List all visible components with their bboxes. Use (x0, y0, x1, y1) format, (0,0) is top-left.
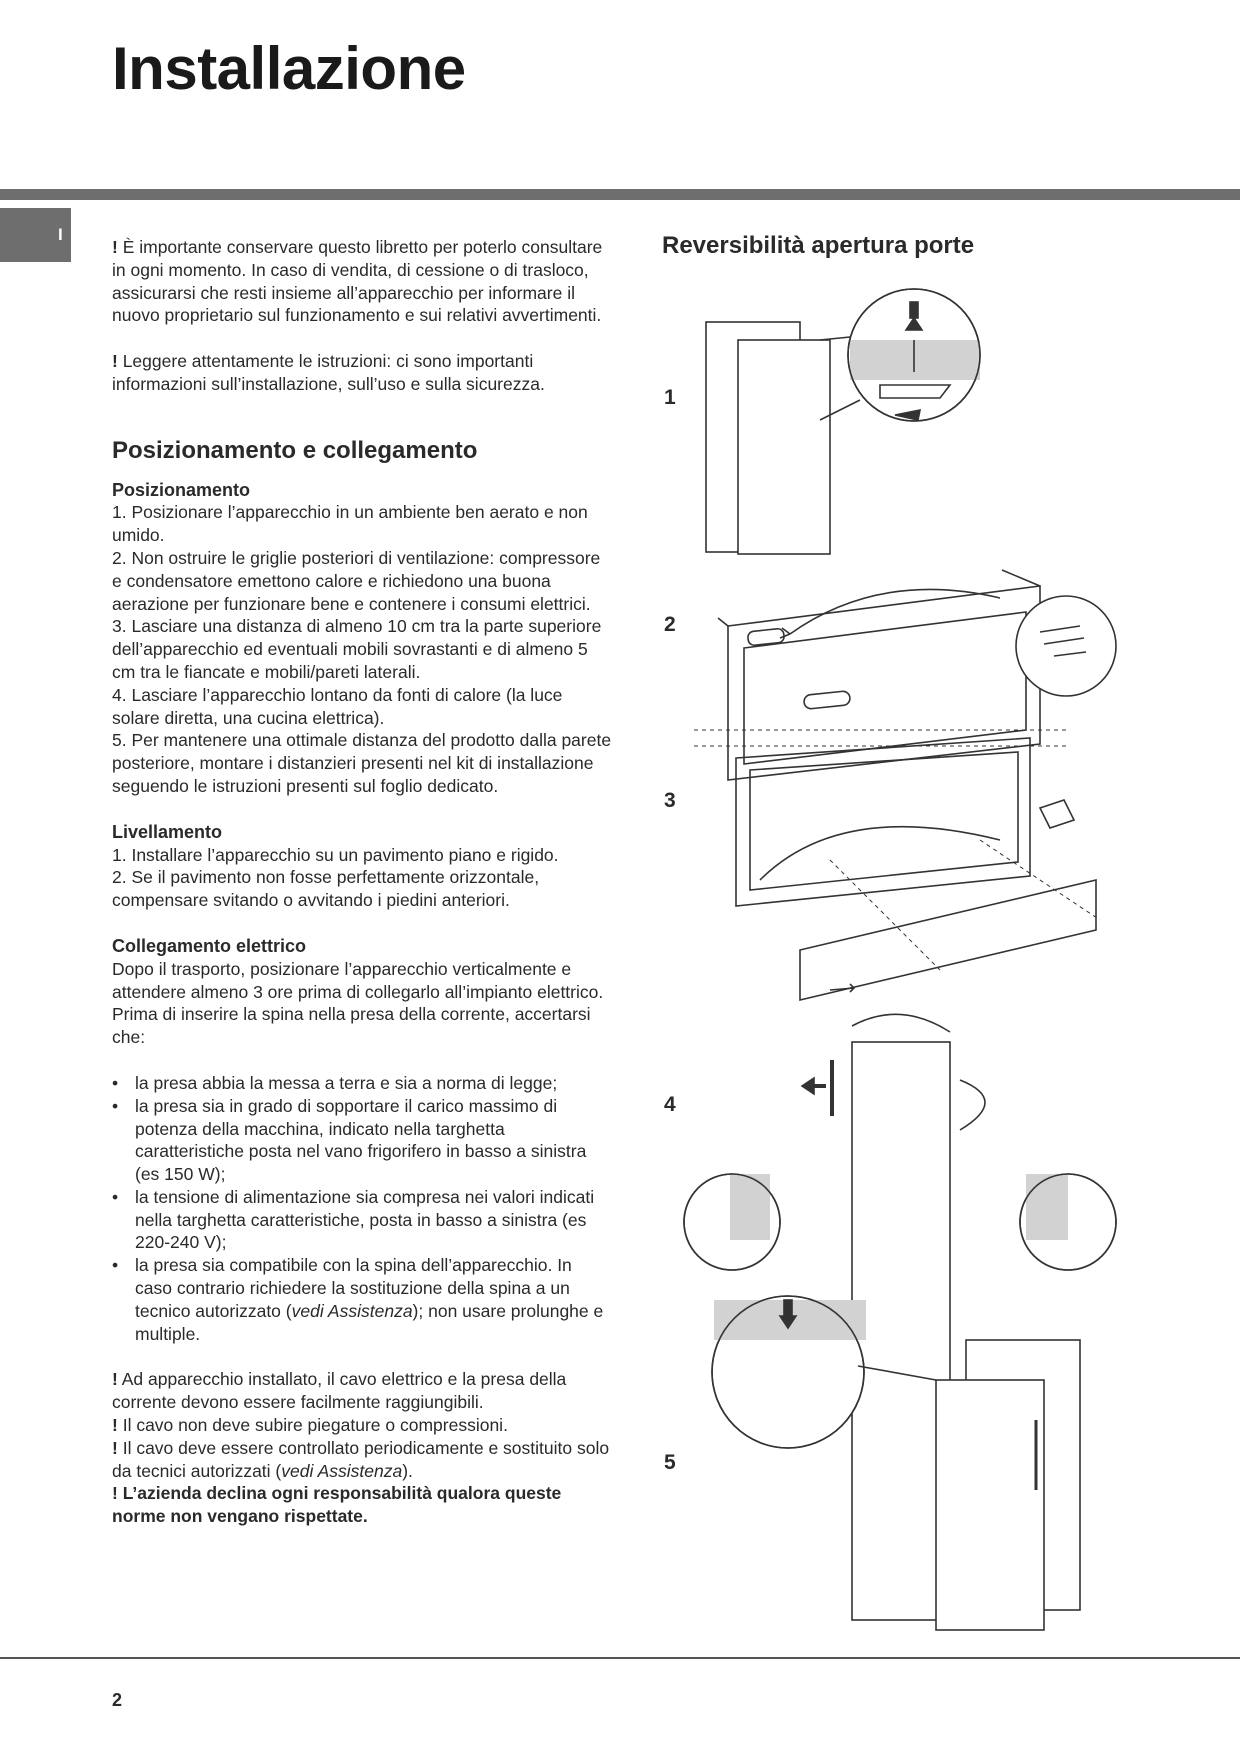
step-number-5: 5 (664, 1451, 676, 1474)
warning-mark: ! (112, 237, 118, 257)
intro-text-2: Leggere attentamente le istruzioni: ci sono importanti informazioni sull’installazione, sull’uso e sulla sicurezza. (112, 351, 545, 394)
section-heading-positioning: Posizionamento e collegamento (112, 436, 478, 464)
subheading-posizionamento: Posizionamento (112, 479, 251, 500)
left-column (112, 236, 612, 1528)
language-tab-label: I (58, 225, 63, 244)
intro-text-1: È importante conservare questo libretto per poterlo consultare in ogni momento. In caso di vendita, di cessione o di trasloco, assicurarsi che resti insieme all’apparecchio per informare il nuovo proprietario sul funzionamento e sui relativi avvertimenti. (112, 237, 603, 326)
positioning-item: 1. Posizionare l’apparecchio in un ambiente ben aerato e non umido. (112, 502, 588, 546)
reversal-title: Reversibilità apertura porte (662, 232, 975, 259)
step-number-3: 3 (664, 789, 676, 812)
page-title: Installazione (112, 35, 466, 102)
step-4-handle-illustration (684, 1014, 1116, 1620)
subheading-livellamento: Livellamento (112, 821, 223, 842)
positioning-item: 3. Lasciare una distanza di almeno 10 cm tra la parte superiore dell’apparecchio ed eventuali mobili sovrastanti e di almeno 5 cm tra le fiancate e mobili/pareti laterali. (112, 616, 602, 682)
warning-1: ! Ad apparecchio installato, il cavo elettrico e la presa della corrente devono essere facilmente raggiungibili. (112, 1369, 567, 1413)
page-number: 2 (112, 1690, 123, 1710)
warning-4: ! L’azienda declina ogni responsabilità qualora queste norme non vengano rispettate. (112, 1483, 562, 1527)
positioning-item: 2. Non ostruire le griglie posteriori di ventilazione: compressore e condensatore emettono calore e richiedono una buona aerazione per funzionare bene e contenere i consumi elettrici. (112, 547, 601, 614)
list-item: • la tensione di alimentazione sia compresa nei valori indicati nella targhetta caratteristiche, posta in basso a sinistra (es 220-240 V); (112, 1186, 595, 1253)
header-rule (0, 189, 1240, 200)
positioning-item: 5. Per mantenere una ottimale distanza del prodotto dalla parete posteriore, montare i distanzieri presenti nel kit di installazione seguendo le istruzioni presenti sul foglio dedicato. (112, 730, 612, 796)
leveling-item: 2. Se il pavimento non fosse perfettamente orizzontale, compensare svitando o avvitando i piedini anteriori. (112, 867, 540, 911)
step-5-refit-illustration (712, 1296, 1080, 1630)
warning-3: ! Il cavo deve essere controllato periodicamente e sostituito solo da tecnici autorizzati (vedi Assistenza). (112, 1437, 610, 1481)
warning-2: ! Il cavo non deve subire piegature o compressioni. (112, 1415, 508, 1436)
list-item: • la presa sia in grado di sopportare il carico massimo di potenza della macchina, indicato nella targhetta caratteristiche posta nel vano frigorifero in basso a sinistra (es 150 W); (112, 1095, 587, 1185)
positioning-item: 4. Lasciare l’apparecchio lontano da fonti di calore (la luce solare diretta, una cucina elettrica). (112, 684, 563, 728)
warning-mark: ! (112, 351, 118, 372)
footer-rule (0, 1657, 1240, 1659)
leveling-item: 1. Installare l’apparecchio su un pavimento piano e rigido. (112, 844, 559, 865)
intro-paragraph-1 (112, 236, 612, 327)
step-2-3-cabinet-illustration (694, 570, 1116, 1000)
step-number-2: 2 (664, 613, 676, 636)
language-tab (0, 208, 71, 262)
step-1-door-illustration (706, 289, 980, 554)
intro-paragraph-2 (112, 350, 612, 396)
subheading-collegamento: Collegamento elettrico (112, 935, 307, 956)
electrical-checklist (112, 1072, 612, 1346)
list-item: • la presa sia compatibile con la spina dell’apparecchio. In caso contrario richiedere la sostituzione della spina a un tecnico autorizzato (vedi Assistenza); non usare prolunghe e multiple. (112, 1255, 604, 1344)
step-number-1: 1 (664, 386, 676, 409)
step-number-4: 4 (664, 1093, 676, 1116)
list-item: • la presa abbia la messa a terra e sia a norma di legge; (112, 1072, 558, 1093)
electrical-intro: Dopo il trasporto, posizionare l’apparecchio verticalmente e attendere almeno 3 ore prima di collegarlo all’impianto elettrico. Prima di inserire la spina nella presa della corrente, accertarsi che: (112, 958, 604, 1048)
